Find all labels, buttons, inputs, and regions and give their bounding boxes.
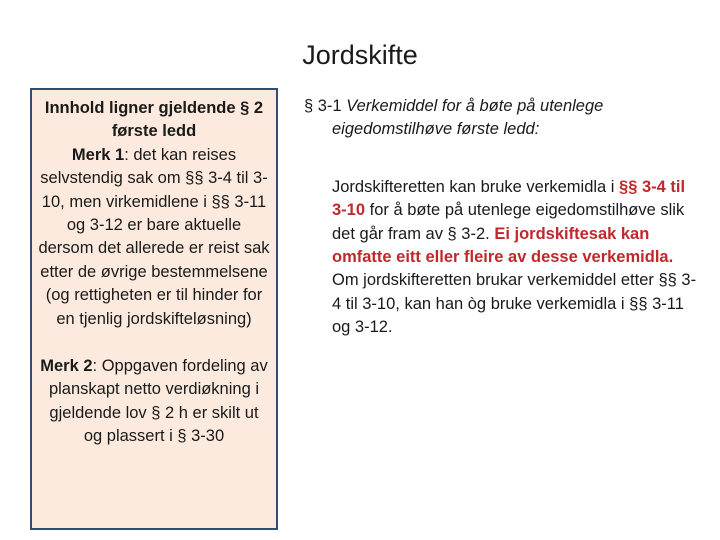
law-text-red-sentence: Ei jordskiftesak kan omfatte eitt eller fleire av desse verkemidla. — [332, 224, 674, 267]
merk-2-text: : Oppgaven fordeling av planskapt netto verdiøkning i gjeldende lov § 2 h er skilt ut og plassert i § 3-30 — [48, 357, 268, 446]
law-text — [304, 95, 704, 340]
note-intro — [38, 97, 270, 144]
merk-1-text: : det kan reises selvstendig sak om §§ 3-4 til 3-10, men virkemidlene i §§ 3-11 og 3-12 er bare aktuelle dersom det allerede er reist sak etter de øvrige bestemmelsene (og rettigheten er til hinder for en tjenlig jordskifteløsning) — [38, 145, 270, 328]
law-paragraph — [304, 176, 704, 340]
law-text-e: Om jordskifteretten brukar verkemiddel etter §§ 3-4 til 3-10, kan han òg bruke verkemidla i §§ 3-11 og 3-12. — [332, 271, 697, 337]
note-intro-bold: Innhold ligner gjeldende § 2 første ledd — [44, 99, 264, 141]
merk-1-label: Merk 1 — [71, 145, 125, 164]
law-text-red-ref: §§ 3-4 til 3-10 — [332, 177, 686, 220]
page-title: Jordskifte — [302, 40, 418, 70]
law-heading-prefix: § 3-1 — [304, 97, 347, 115]
spacer — [304, 142, 704, 176]
note-box — [30, 88, 278, 530]
spacer — [38, 331, 270, 355]
law-heading — [304, 95, 704, 142]
note-merk-1 — [38, 144, 270, 331]
law-heading-suffix: : — [534, 120, 540, 139]
law-heading-italic: Verkemiddel for å bøte på utenlege eigedomstilhøve første ledd — [332, 97, 604, 139]
law-text-c: for å bøte på utenlege eigedomstilhøve slik det går fram av § 3-2. — [332, 201, 685, 243]
merk-2-label: Merk 2 — [40, 357, 93, 376]
law-text-a: Jordskifteretten kan bruke verkemidla i — [332, 177, 620, 196]
note-merk-2 — [38, 355, 270, 449]
